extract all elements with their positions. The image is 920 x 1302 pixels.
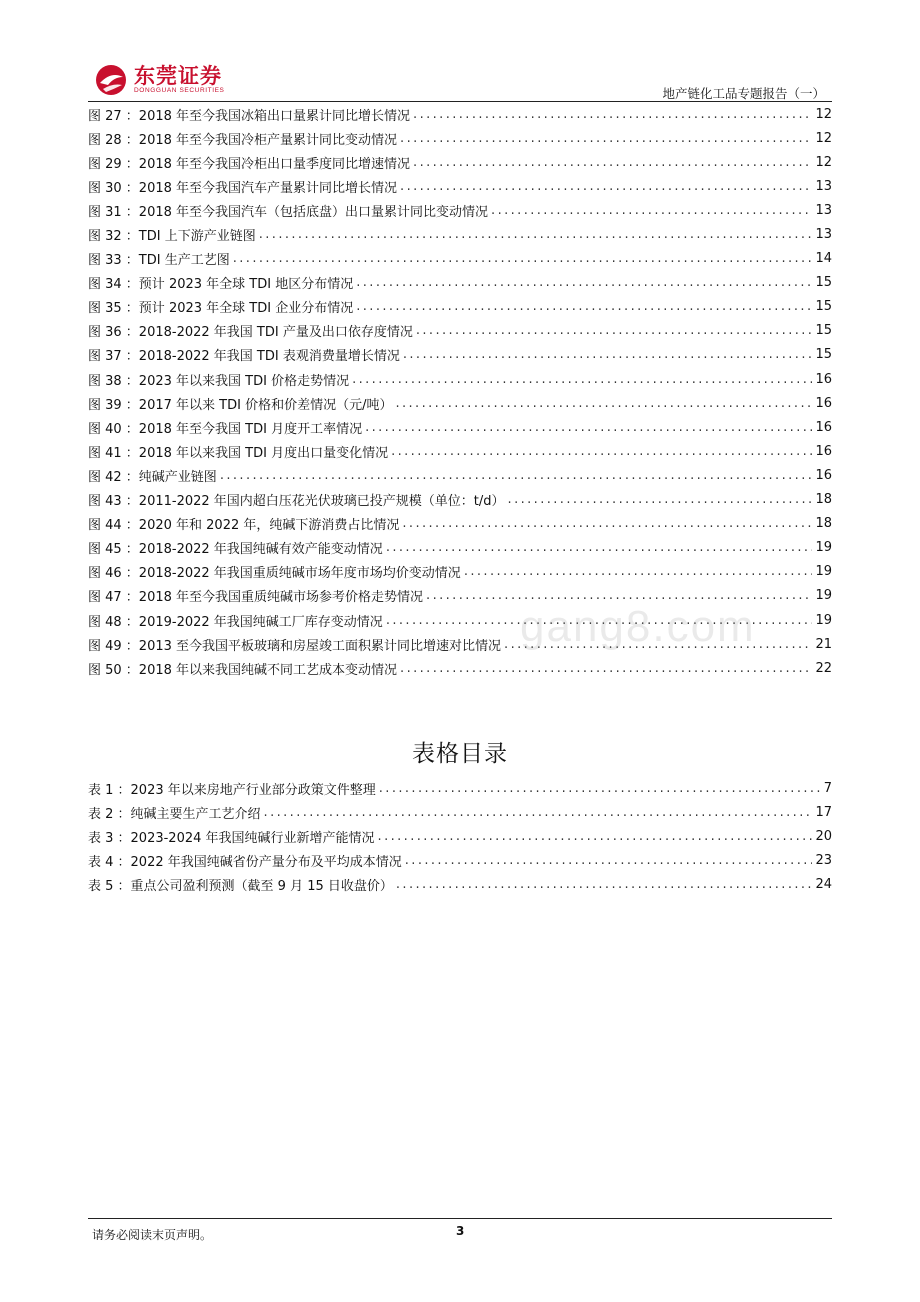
- dot-leader: [396, 877, 813, 892]
- figure-toc-entry-label: 图 39 ：2017 年以来 TDI 价格和价差情况（元/吨）: [88, 397, 393, 413]
- figure-toc-entry[interactable]: [88, 271, 832, 295]
- report-title: 地产链化工品专题报告（一）: [662, 86, 825, 101]
- watermark: gang8.com: [520, 602, 756, 651]
- dot-leader: [233, 251, 813, 266]
- figure-toc-entry[interactable]: [88, 463, 832, 487]
- figure-toc-entry-label: 图 29 ：2018 年至今我国冷柜出口量季度同比增速情况: [88, 156, 411, 172]
- dot-leader: [464, 564, 813, 579]
- dot-leader: [416, 323, 813, 338]
- figure-toc-entry-label: 图 34 ：预计 2023 年全球 TDI 地区分布情况: [88, 277, 354, 293]
- figure-toc-entry-label: 图 32 ：TDI 上下游产业链图: [88, 229, 256, 245]
- dot-leader: [264, 805, 813, 820]
- figure-toc-entry-page: 16: [815, 395, 832, 411]
- figure-toc-entry[interactable]: [88, 222, 832, 246]
- figure-toc-entry-page: 18: [815, 516, 832, 532]
- table-toc-entry[interactable]: [88, 800, 832, 824]
- dot-leader: [491, 203, 812, 218]
- figure-toc-entry-page: 15: [815, 275, 832, 291]
- dot-leader: [508, 492, 813, 507]
- figure-toc-entry-label: 图 48 ：2019-2022 年我国纯碱工厂库存变动情况: [88, 614, 383, 630]
- figure-toc-entry-page: 16: [815, 443, 832, 459]
- dot-leader: [405, 853, 813, 868]
- table-toc-entry[interactable]: [88, 848, 832, 872]
- figure-toc-entry[interactable]: [88, 488, 832, 512]
- figure-toc-entry[interactable]: [88, 656, 832, 680]
- logo-emblem-icon: [94, 63, 128, 97]
- figure-toc-entry[interactable]: [88, 198, 832, 222]
- figure-toc-entry-label: 图 38 ：2023 年以来我国 TDI 价格走势情况: [88, 373, 350, 389]
- dot-leader: [356, 275, 812, 290]
- figure-toc-entry[interactable]: [88, 126, 832, 150]
- figure-toc-entry-label: 图 50 ：2018 年以来我国纯碱不同工艺成本变动情况: [88, 662, 398, 678]
- figure-toc-entry-page: 14: [815, 251, 832, 267]
- figure-toc-entry-page: 16: [815, 419, 832, 435]
- figure-toc-entry[interactable]: [88, 536, 832, 560]
- figure-toc-entry-page: 13: [815, 178, 832, 194]
- footer-disclaimer: 请务必阅读末页声明。: [92, 1228, 213, 1242]
- table-toc-entry[interactable]: [88, 776, 832, 800]
- figure-toc-entry-page: 13: [815, 202, 832, 218]
- figure-toc-entry[interactable]: [88, 295, 832, 319]
- figure-toc-entry[interactable]: [88, 343, 832, 367]
- footer-divider: [88, 1218, 832, 1219]
- figure-toc-entry-page: 19: [815, 588, 832, 604]
- dot-leader: [378, 829, 813, 844]
- figure-toc-entry-page: 12: [815, 106, 832, 122]
- figure-toc-entry-page: 18: [815, 492, 832, 508]
- table-toc-entry-page: 23: [815, 852, 832, 868]
- table-toc-entry-label: 表 1 ：2023 年以来房地产行业部分政策文件整理: [88, 782, 376, 798]
- figure-toc-entry[interactable]: [88, 247, 832, 271]
- dot-leader: [352, 372, 812, 387]
- figure-toc-entry-label: 图 45 ：2018-2022 年我国纯碱有效产能变动情况: [88, 542, 383, 558]
- figure-toc-entry-label: 图 43 ：2011-2022 年国内超白压花光伏玻璃已投产规模（单位：t/d）: [88, 494, 505, 510]
- figure-toc-entry-page: 16: [815, 371, 832, 387]
- figure-toc-entry-page: 12: [815, 154, 832, 170]
- table-toc-entry[interactable]: [88, 872, 832, 896]
- dot-leader: [365, 420, 812, 435]
- figure-toc-entry-page: 15: [815, 323, 832, 339]
- figure-toc-entry-label: 图 28 ：2018 年至今我国冷柜产量累计同比变动情况: [88, 132, 398, 148]
- figure-toc-entry-page: 13: [815, 227, 832, 243]
- figure-toc-entry-page: 19: [815, 540, 832, 556]
- table-toc-entry-label: 表 5 ：重点公司盈利预测（截至 9 月 15 日收盘价）: [88, 878, 393, 894]
- table-toc-entry-page: 7: [823, 780, 832, 796]
- figure-toc-entry[interactable]: [88, 367, 832, 391]
- table-toc-entry-page: 24: [815, 876, 832, 892]
- figure-toc-entry-page: 21: [815, 636, 832, 652]
- figure-toc-entry[interactable]: [88, 415, 832, 439]
- table-toc-entry-page: 20: [815, 828, 832, 844]
- dot-leader: [386, 540, 813, 555]
- logo-name-en: DONGGUAN SECURITIES: [134, 87, 225, 94]
- figure-toc-entry-label: 图 47 ：2018 年至今我国重质纯碱市场参考价格走势情况: [88, 590, 424, 606]
- dot-leader: [400, 131, 812, 146]
- dot-leader: [403, 347, 813, 362]
- figure-toc-entry-page: 15: [815, 299, 832, 315]
- figure-toc-entry-page: 15: [815, 347, 832, 363]
- figure-toc-entry-page: 16: [815, 467, 832, 483]
- table-toc-entry-label: 表 2 ：纯碱主要生产工艺介绍: [88, 806, 261, 822]
- figure-toc-entry-label: 图 40 ：2018 年至今我国 TDI 月度开工率情况: [88, 421, 363, 437]
- figure-toc-entry[interactable]: [88, 102, 832, 126]
- page-number: 3: [456, 1224, 465, 1238]
- dot-leader: [220, 468, 813, 483]
- figure-toc-entry[interactable]: [88, 319, 832, 343]
- figure-toc-entry-page: 12: [815, 130, 832, 146]
- figure-toc-entry-label: 图 31 ：2018 年至今我国汽车（包括底盘）出口量累计同比变动情况: [88, 204, 489, 220]
- dot-leader: [400, 179, 812, 194]
- company-logo: [94, 62, 225, 98]
- figure-toc-entry-label: 图 41 ：2018 年以来我国 TDI 月度出口量变化情况: [88, 445, 389, 461]
- figure-toc-entry[interactable]: [88, 439, 832, 463]
- tables-toc-heading: 表格目录: [412, 741, 508, 767]
- figure-toc-entry-label: 图 33 ：TDI 生产工艺图: [88, 253, 230, 269]
- figure-toc-entry-label: 图 46 ：2018-2022 年我国重质纯碱市场年度市场均价变动情况: [88, 566, 461, 582]
- figure-toc-entry-label: 图 44 ：2020 年和 2022 年，纯碱下游消费占比情况: [88, 518, 400, 534]
- dot-leader: [400, 661, 812, 676]
- table-toc-entry-page: 17: [815, 804, 832, 820]
- figure-toc-entry-label: 图 37 ：2018-2022 年我国 TDI 表观消费量增长情况: [88, 349, 400, 365]
- figure-toc-entry-label: 图 42 ：纯碱产业链图: [88, 469, 217, 485]
- figure-toc-entry-label: 图 27 ：2018 年至今我国冰箱出口量累计同比增长情况: [88, 108, 411, 124]
- dot-leader: [391, 444, 812, 459]
- figure-toc-entry[interactable]: [88, 174, 832, 198]
- table-toc-entry[interactable]: [88, 824, 832, 848]
- figures-toc-list: [88, 102, 832, 680]
- table-toc-entry-label: 表 3 ：2023-2024 年我国纯碱行业新增产能情况: [88, 830, 375, 846]
- dot-leader: [379, 781, 821, 796]
- figure-toc-entry-label: 图 49 ：2013 至今我国平板玻璃和房屋竣工面积累计同比增速对比情况: [88, 638, 502, 654]
- figure-toc-entry-label: 图 36 ：2018-2022 年我国 TDI 产量及出口依存度情况: [88, 325, 413, 341]
- dot-leader: [402, 516, 812, 531]
- dot-leader: [259, 227, 813, 242]
- figure-toc-entry-label: 图 30 ：2018 年至今我国汽车产量累计同比增长情况: [88, 180, 398, 196]
- logo-name-cn: 东莞证券: [134, 63, 222, 88]
- figure-toc-entry-page: 19: [815, 564, 832, 580]
- dot-leader: [356, 299, 812, 314]
- figure-toc-entry[interactable]: [88, 391, 832, 415]
- tables-toc-list: [88, 776, 832, 896]
- table-toc-entry-label: 表 4 ：2022 年我国纯碱省份产量分布及平均成本情况: [88, 854, 402, 870]
- figure-toc-entry[interactable]: [88, 512, 832, 536]
- figure-toc-entry[interactable]: [88, 560, 832, 584]
- dot-leader: [413, 107, 812, 122]
- figure-toc-entry-page: 19: [815, 612, 832, 628]
- dot-leader: [413, 155, 812, 170]
- dot-leader: [395, 396, 812, 411]
- figure-toc-entry[interactable]: [88, 150, 832, 174]
- figure-toc-entry-label: 图 35 ：预计 2023 年全球 TDI 企业分布情况: [88, 301, 354, 317]
- figure-toc-entry-page: 22: [815, 660, 832, 676]
